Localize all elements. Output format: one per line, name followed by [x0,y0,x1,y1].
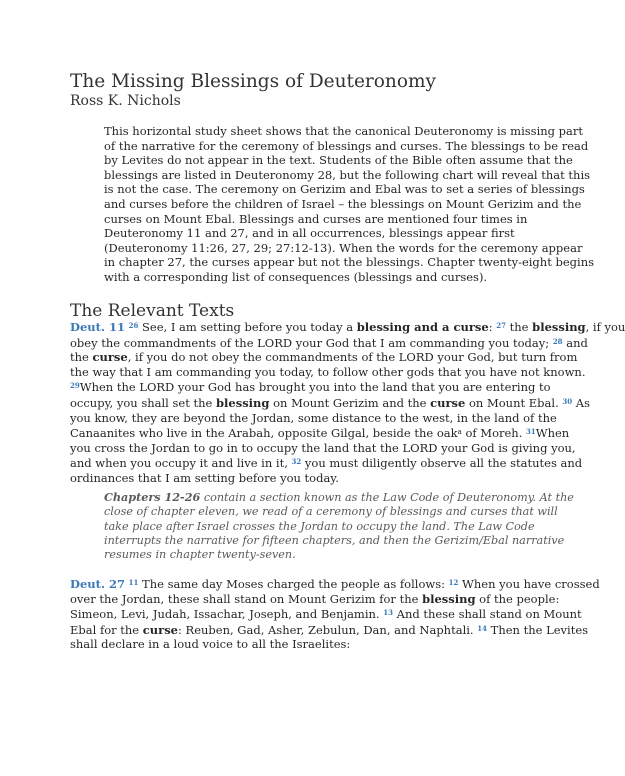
passage-line: you cross the Jordan to go in to occupy the land that the LORD your God is giving you, [70,440,576,455]
verse-text: , if you do not obey the commandments of the LORD your God, but turn from [127,350,578,365]
passage-line [70,425,570,441]
verse-number: 14 [477,623,487,633]
verse-text: occupy, you shall set the [70,395,216,410]
verse-text: When [535,426,570,441]
scripture-reference: Deut. 27 [70,577,125,591]
verse-text: on Mount Ebal. [465,395,563,410]
verse-number: 12 [448,578,459,587]
verse-text: on Mount Gerizim and the [269,395,431,410]
emphasis: curse [142,622,178,637]
verse-number: 13 [383,608,393,618]
verse-number: 31 [526,427,536,437]
verse-number: 32 [291,457,302,467]
verse-text: Simeon, Levi, Judah, Issachar, Joseph, and Benjamin. [70,607,384,622]
passage-line [70,319,625,335]
note-lead: Chapters 12-26 [104,490,201,504]
emphasis: curse [92,350,128,365]
verse-text: of the people: [475,591,560,606]
verse-text: of Moreh. [461,426,527,441]
verse-text: See, I am setting before you today a [138,320,357,334]
intro-line: in chapter 27, the curses appear but not the blessings. Chapter twenty-eight begins [104,255,594,270]
document-author: Ross K. Nichols [70,93,181,109]
passage-line [70,395,590,411]
intro-line: (Deuteronomy 11:26, 27, 29; 27:12-13). When the words for the ceremony appear [104,240,583,255]
passage-line [70,455,583,471]
verse-number: 11 [128,578,139,587]
deut-11-passage [70,319,625,486]
verse-text: and [562,335,588,350]
intro-line: This horizontal study sheet shows that the canonical Deuteronomy is missing part [104,124,584,138]
passage-line [70,379,551,395]
intro-line: blessings are listed in Deuteronomy 28, but the following chart will reveal that this [104,167,591,182]
emphasis: blessing [216,395,270,410]
verse-text: Ebal for the [70,622,143,637]
intro-paragraph [104,124,594,285]
passage-line: shall declare in a loud voice to all the Israelites: [70,637,351,652]
verse-text: you must diligently observe all the statutes and [301,456,583,471]
verse-text: Canaanites who live in the Arabah, opposite Gilgal, beside the oak [70,426,458,441]
intro-line: and curses before the children of Israel – the blessings on Mount Gerizim and the [104,196,582,211]
intro-line: Deuteronomy 11 and 27, and in all occurrences, blessings appear first [104,226,515,241]
scripture-reference: Deut. 11 [70,320,125,334]
note-line [104,490,574,505]
intro-line: with a corresponding list of consequences (blessings and curses). [104,269,488,284]
passage-line [70,576,600,592]
emphasis: blessing [422,591,476,606]
document-title: The Missing Blessings of Deuteronomy [70,71,436,92]
verse-number: 27 [496,321,506,330]
verse-number: 30 [562,396,573,406]
note-line: resumes in chapter twenty-seven. [104,548,296,562]
passage-line [70,591,560,607]
verse-text: over the Jordan, these shall stand on Mount Gerizim for the [70,591,423,606]
verse-text: obey the commandments of the LORD your God that I am commanding you today; [70,335,553,350]
passage-line [70,606,582,622]
emphasis: curse [430,395,466,410]
verse-text: , if you [585,320,625,334]
deut-27-passage [70,576,600,652]
verse-text: When the LORD your God has brought you into the land that you are entering to [79,380,551,395]
verse-number: 29 [70,381,80,391]
intro-line: is not the case. The ceremony on Gerizim and Ebal was to set a series of blessings [104,182,585,197]
verse-number: 26 [128,321,139,330]
verse-text: the [506,320,533,334]
verse-text: And these shall stand on Mount [392,607,582,622]
footnote-marker[interactable]: a [457,428,462,437]
section-heading: The Relevant Texts [70,301,235,321]
emphasis: blessing [532,320,586,334]
verse-text: As [572,395,590,410]
note-line: close of chapter eleven, we read of a ceremony of blessings and curses that will [104,505,558,519]
verse-text: and when you occupy it and live in it, [70,456,292,471]
note-line: take place after Israel crosses the Jordan to occupy the land. The Law Code [104,519,535,533]
verse-text: Then the Levites [487,622,589,637]
passage-line [70,335,588,351]
commentary-note [104,490,574,562]
verse-text: The same day Moses charged the people as follows: [138,577,449,591]
note-line: interrupts the narrative for fifteen chapters, and then the Gerizim/Ebal narrative [104,533,565,547]
emphasis: blessing and a curse [356,320,489,334]
intro-line: curses on Mount Ebal. Blessings and curses are mentioned four times in [104,211,528,226]
verse-text: : [488,320,497,334]
passage-line: you know, they are beyond the Jordan, some distance to the west, in the land of the [70,410,557,425]
verse-text: When you have crossed [458,577,600,591]
passage-line: the way that I am commanding you today, to follow other gods that you have not known. [70,364,586,379]
intro-line: by Levites do not appear in the text. Students of the Bible often assume that the [104,153,573,168]
passage-line [70,622,589,638]
passage-line [70,350,578,365]
note-text: contain a section known as the Law Code of Deuteronomy. At the [200,491,574,504]
verse-text: the [70,350,93,365]
verse-number: 28 [552,336,563,346]
verse-text: : Reuben, Gad, Asher, Zebulun, Dan, and Naphtali. [178,622,478,637]
intro-line: of the narrative for the ceremony of blessings and curses. The blessings to be read [104,138,589,153]
passage-line: ordinances that I am setting before you today. [70,470,339,485]
